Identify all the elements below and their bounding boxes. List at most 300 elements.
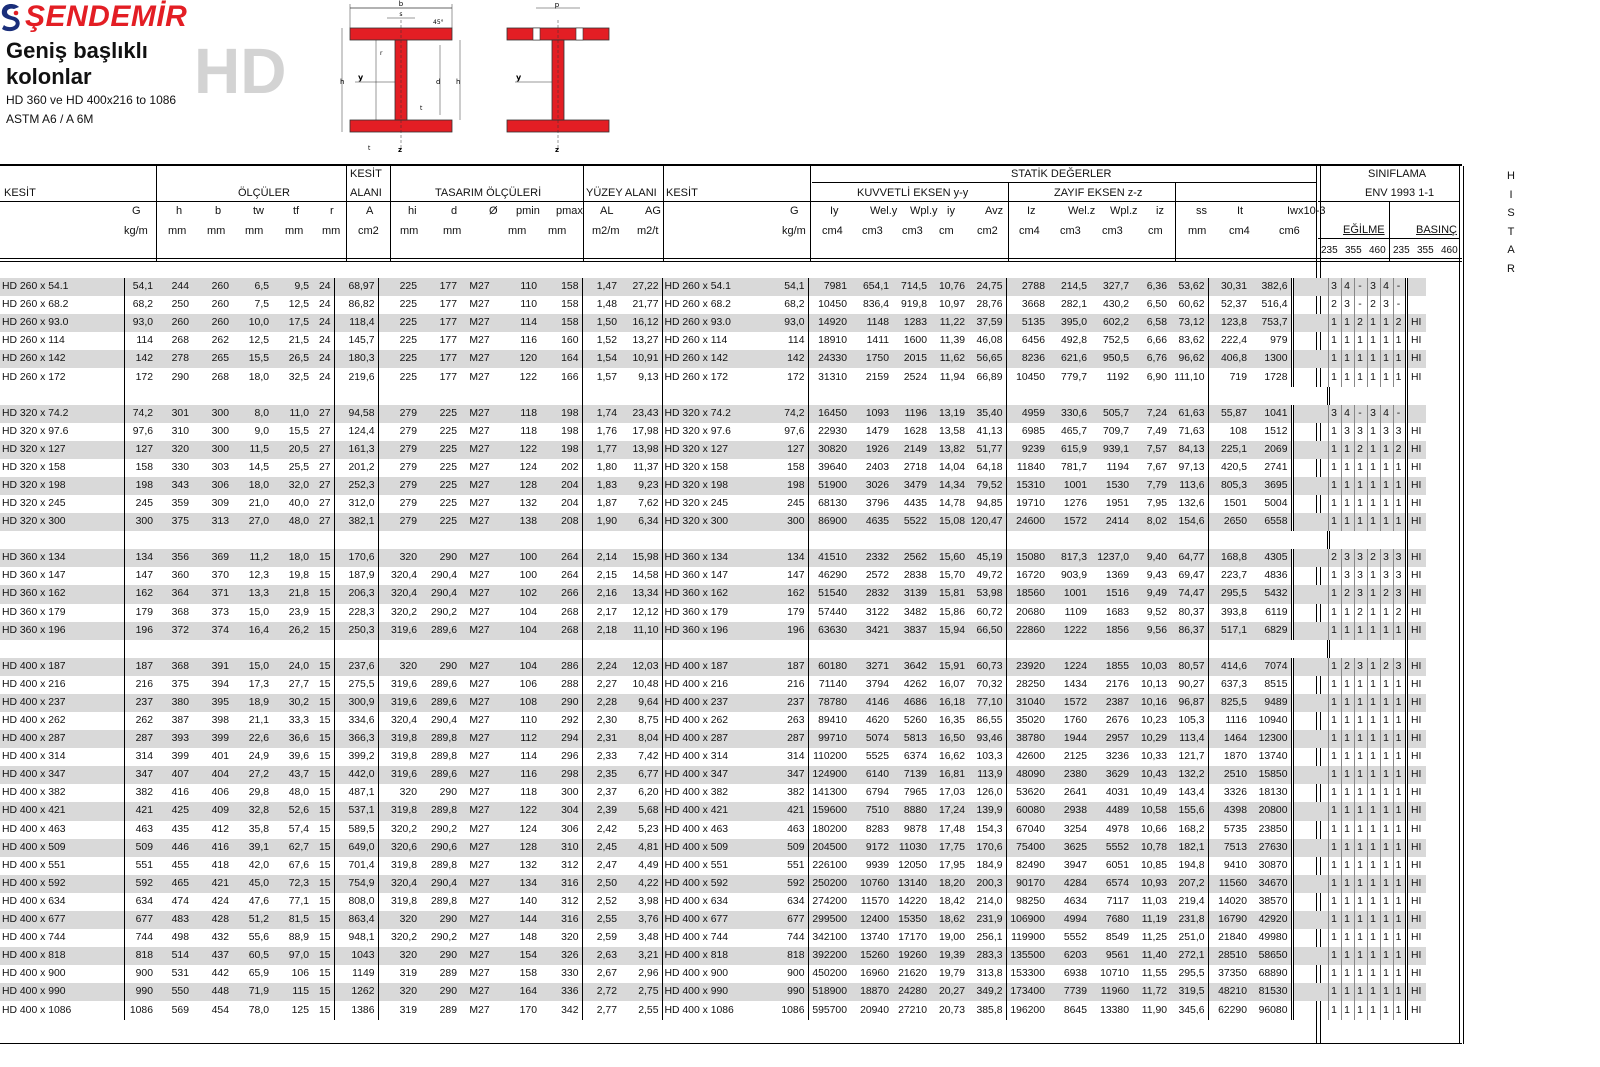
cell-pmin: 124	[519, 823, 537, 835]
cell-c235: 1	[1367, 423, 1380, 441]
cell-c235: 1	[1367, 748, 1380, 766]
cell-section2: HD 320 x 245	[662, 495, 768, 513]
cell-iy: 595700	[808, 1001, 850, 1019]
cell-tf: 32,0	[272, 477, 312, 495]
hdr-unit: cm	[939, 225, 954, 237]
cell-c235: 1	[1367, 839, 1380, 857]
cell-section: HD 400 x 592	[0, 875, 124, 893]
cell-wply: 21620	[898, 968, 927, 980]
cell-ss: 113,6	[1170, 477, 1208, 495]
cell-histar: HI	[1406, 441, 1426, 459]
cell-hi: 320,4	[378, 567, 420, 585]
cell-hi: 225	[378, 278, 420, 296]
cell-histar	[1406, 405, 1426, 423]
cell-dia: M27	[460, 947, 500, 965]
cell-tw: 21,0	[248, 498, 269, 510]
cell-b355: 1	[1341, 712, 1354, 730]
cell-pmin: 100	[500, 549, 540, 567]
cell-iz2: 6,66	[1146, 335, 1167, 347]
cell-section2: HD 400 x 347	[662, 766, 768, 784]
cell-wely: 4146	[850, 694, 892, 712]
cell-iy2: 15,60	[930, 549, 968, 567]
cell-al: 2,52	[582, 893, 620, 911]
cell-wplz: 7117	[1106, 895, 1129, 907]
cell-b235: 1	[1328, 332, 1341, 350]
cell-b460: 1	[1354, 983, 1367, 1001]
cell-pmax: 312	[561, 859, 579, 871]
cell-c355: 1	[1380, 676, 1393, 694]
table-row	[0, 784, 1426, 802]
cell-b: 432	[211, 932, 229, 944]
table-row	[0, 459, 1426, 477]
cell-it: 825,5	[1208, 694, 1250, 712]
cell-pmax: 290	[540, 694, 582, 712]
cell-b: 306	[192, 477, 232, 495]
cell-wely: 9172	[850, 839, 892, 857]
frame-gap	[1292, 676, 1328, 694]
cell-iz: 3668	[1006, 296, 1048, 314]
cell-histar: HI	[1406, 766, 1426, 784]
cell-b460: 1	[1354, 477, 1367, 495]
cell-iw: 42920	[1250, 911, 1292, 929]
svg-text:p: p	[554, 1, 560, 9]
cell-avz: 231,9	[968, 911, 1006, 929]
cell-hi: 319,8	[378, 857, 420, 875]
cell-b460: 1	[1354, 965, 1367, 983]
cell-section: HD 320 x 74.2	[0, 405, 124, 423]
cell-c355: 3	[1380, 296, 1393, 314]
cell-ss: 272,1	[1170, 947, 1208, 965]
cell-d: 225	[420, 441, 460, 459]
cell-c460: 1	[1393, 477, 1406, 495]
cell-iw: 753,7	[1250, 314, 1292, 332]
cell-histar: HI	[1406, 821, 1426, 839]
cell-g2: 114	[787, 335, 805, 347]
table-row	[0, 314, 1426, 332]
cell-hi: 319,8	[378, 802, 420, 820]
table-bottom-rule	[0, 1043, 1462, 1046]
cell-pmin: 132	[519, 859, 537, 871]
cell-c235: 1	[1367, 441, 1380, 459]
frame-gap	[1292, 875, 1328, 893]
cell-g2: 263	[787, 715, 805, 727]
cell-tw: 16,4	[232, 622, 272, 640]
cell-b: 424	[211, 895, 229, 907]
cell-dia: M27	[469, 335, 490, 347]
cell-g: 900	[124, 965, 156, 983]
cell-g2: 127	[768, 441, 808, 459]
cell-ag: 2,75	[620, 983, 662, 1001]
cell-iy: 180200	[808, 821, 850, 839]
cell-b235: 1	[1328, 585, 1341, 603]
cell-welz: 5552	[1063, 932, 1087, 944]
cell-c235: 1	[1367, 368, 1380, 386]
cell-pmin: 132	[519, 498, 537, 510]
cell-tw: 60,5	[232, 947, 272, 965]
cell-iz2: 9,49	[1132, 585, 1170, 603]
cell-c355: 1	[1380, 604, 1393, 622]
cell-pmax: 300	[561, 787, 579, 799]
cell-g2: 68,2	[784, 299, 805, 311]
cell-iw: 58650	[1250, 947, 1292, 965]
cell-ag: 23,43	[620, 405, 662, 423]
cell-c355: 1	[1380, 513, 1393, 531]
cell-r: 15	[318, 715, 331, 727]
cell-area: 382,1	[334, 513, 378, 531]
group-gap	[0, 640, 1426, 658]
cell-pmin: 110	[500, 278, 540, 296]
cell-pmin: 104	[500, 622, 540, 640]
cell-avz: 120,47	[968, 513, 1006, 531]
cell-ag: 9,23	[620, 477, 662, 495]
cell-iw: 15850	[1250, 766, 1292, 784]
cell-al: 2,55	[582, 911, 620, 929]
cell-hi: 320,2	[378, 929, 420, 947]
cell-wply: 1196	[892, 405, 930, 423]
cell-iy2: 18,42	[938, 895, 965, 907]
cell-section: HD 400 x 900	[2, 968, 66, 980]
cell-b355: 4	[1341, 405, 1354, 423]
cell-h: 569	[171, 1004, 189, 1016]
hdr-unit: cm4	[1019, 225, 1040, 237]
cell-welz: 3947	[1063, 859, 1087, 871]
cell-b235: 1	[1328, 983, 1341, 1001]
cell-dia: M27	[460, 658, 500, 676]
cell-it: 414,6	[1208, 658, 1250, 676]
cell-dia: M27	[469, 932, 490, 944]
cell-wplz: 602,2	[1090, 314, 1132, 332]
cell-avz: 313,8	[976, 968, 1003, 980]
cell-b460: 1	[1354, 839, 1367, 857]
cell-area: 1262	[334, 983, 378, 1001]
cell-wely: 16960	[860, 968, 889, 980]
hdr-statik: STATİK DEĞERLER	[1011, 168, 1112, 180]
cell-iy: 518900	[808, 983, 850, 1001]
cell-section: HD 400 x 463	[2, 823, 66, 835]
cell-r: 27	[312, 477, 334, 495]
cell-b460: 1	[1354, 513, 1367, 531]
hdr-symbol: tf	[293, 205, 300, 217]
cell-r: 15	[312, 911, 334, 929]
cell-section2: HD 400 x 592	[662, 875, 768, 893]
cell-g: 382	[124, 784, 156, 802]
cell-b355: 1	[1341, 893, 1354, 911]
cell-iy2: 15,08	[930, 513, 968, 531]
cell-histar: HI	[1406, 784, 1426, 802]
hdr-unit: cm4	[1229, 225, 1250, 237]
cell-b: 260	[192, 278, 232, 296]
cell-h: 364	[156, 585, 192, 603]
cell-d: 177	[420, 350, 460, 368]
cell-avz: 126,0	[976, 787, 1003, 799]
histar-letter: T	[1507, 225, 1515, 238]
cell-b355: 1	[1341, 839, 1354, 857]
cell-dia: M27	[469, 1004, 490, 1016]
cell-c235: 1	[1367, 766, 1380, 784]
table-row	[0, 947, 1426, 965]
cell-section2: HD 400 x 262	[662, 712, 768, 730]
cell-al: 1,76	[582, 423, 620, 441]
cell-c460: 1	[1393, 459, 1406, 477]
cell-c460: 1	[1393, 694, 1406, 712]
cell-iy: 89410	[808, 712, 850, 730]
cell-r: 15	[318, 823, 331, 835]
cell-wply: 2838	[903, 570, 927, 582]
cell-d: 225	[439, 498, 457, 510]
cell-b: 416	[192, 839, 232, 857]
cell-b355: 1	[1341, 965, 1354, 983]
cell-c355: 1	[1380, 983, 1393, 1001]
cell-wply: 2149	[892, 441, 930, 459]
cell-section2: HD 360 x 162	[662, 585, 768, 603]
cell-al: 2,77	[582, 1001, 620, 1019]
cell-r: 27	[318, 461, 331, 473]
cell-iz: 98250	[1006, 893, 1048, 911]
cell-g: 421	[124, 802, 156, 820]
cell-g2: 196	[768, 622, 808, 640]
cell-ss: 154,6	[1170, 513, 1208, 531]
hdr-grade: 355	[1417, 245, 1434, 256]
cell-iz2: 6,76	[1132, 350, 1170, 368]
cell-h: 375	[156, 513, 192, 531]
cell-section: HD 400 x 509	[0, 839, 124, 857]
cell-pmin: 148	[519, 932, 537, 944]
cell-it: 393,8	[1208, 604, 1250, 622]
cell-tf: 52,6	[272, 802, 312, 820]
cell-c460: 1	[1393, 748, 1406, 766]
frame-gap	[1292, 549, 1328, 567]
frame-gap	[1292, 1001, 1328, 1019]
cell-pmin: 114	[520, 751, 537, 763]
cell-dia: M27	[460, 694, 500, 712]
cell-tf: 57,4	[288, 823, 309, 835]
cell-dia: M27	[469, 498, 490, 510]
cell-avz: 53,98	[968, 585, 1006, 603]
cell-area: 180,3	[334, 350, 378, 368]
cell-it: 406,8	[1208, 350, 1250, 368]
cell-iz: 153300	[1006, 965, 1048, 983]
cell-c235: 1	[1367, 676, 1380, 694]
cell-al: 1,50	[582, 314, 620, 332]
cell-wplz: 752,5	[1102, 335, 1129, 347]
hdr-unit: cm	[1148, 225, 1163, 237]
cell-iw: 96080	[1258, 1004, 1288, 1016]
cell-b355: 1	[1341, 368, 1354, 386]
cell-g2: 677	[768, 911, 808, 929]
cell-histar: HI	[1406, 495, 1426, 513]
cell-avz: 46,08	[976, 335, 1003, 347]
cell-al: 1,77	[582, 441, 620, 459]
cell-tw: 18,9	[232, 694, 272, 712]
cell-section: HD 400 x 990	[0, 983, 124, 1001]
hdr-env: ENV 1993 1-1	[1365, 187, 1435, 199]
brand-logo	[0, 0, 187, 34]
hdr-symbol: AL	[600, 205, 614, 217]
cell-tf: 11,0	[272, 405, 312, 423]
cell-h: 375	[171, 678, 189, 690]
cell-c355: 1	[1380, 893, 1393, 911]
cell-ag: 5,68	[620, 802, 662, 820]
cell-pmax: 160	[561, 335, 579, 347]
cell-it: 1116	[1208, 712, 1250, 730]
cell-h: 435	[171, 823, 189, 835]
cell-avz: 200,3	[968, 875, 1006, 893]
cell-iy: 7981	[808, 278, 850, 296]
cell-al: 2,30	[582, 712, 620, 730]
cell-ag: 4,81	[620, 839, 662, 857]
cell-iz: 15310	[1006, 477, 1048, 495]
cell-section2: HD 400 x 216	[662, 676, 768, 694]
cell-area: 754,9	[334, 875, 378, 893]
cell-r: 15	[312, 549, 334, 567]
cell-b: 373	[211, 606, 229, 618]
cell-iz: 15080	[1006, 549, 1048, 567]
table-row	[0, 676, 1426, 694]
cell-g: 142	[124, 350, 156, 368]
cell-iz2: 7,49	[1146, 425, 1167, 437]
cell-c235: 1	[1367, 694, 1380, 712]
cell-wplz: 7680	[1090, 911, 1132, 929]
cell-avz: 113,9	[968, 766, 1006, 784]
cell-iy2: 15,91	[930, 658, 968, 676]
cell-ss: 71,63	[1178, 425, 1205, 437]
table-row	[0, 278, 1426, 296]
cell-pmax: 320	[561, 932, 579, 944]
cell-section2: HD 400 x 990	[662, 983, 768, 1001]
cell-b355: 1	[1341, 694, 1354, 712]
cell-histar: HI	[1406, 802, 1426, 820]
cell-tf: 25,5	[288, 461, 309, 473]
cell-c460: 1	[1393, 784, 1406, 802]
cell-wply: 9878	[903, 823, 927, 835]
cell-area: 808,0	[334, 893, 378, 911]
cell-tf: 88,9	[288, 932, 309, 944]
cell-b235: 1	[1328, 875, 1341, 893]
cell-tw: 7,5	[254, 299, 269, 311]
cell-g: 196	[124, 622, 156, 640]
cell-ss: 168,2	[1178, 823, 1205, 835]
cell-c460: 1	[1393, 875, 1406, 893]
cell-r: 24	[312, 314, 334, 332]
cell-pmin: 134	[500, 875, 540, 893]
cell-avz: 66,89	[976, 371, 1003, 383]
cell-welz: 6203	[1048, 947, 1090, 965]
cell-dia: M27	[469, 606, 490, 618]
cell-area: 701,4	[334, 857, 378, 875]
cell-avz: 66,50	[968, 622, 1006, 640]
cell-hi: 319	[378, 1001, 420, 1019]
cell-iw: 4305	[1250, 549, 1292, 567]
cell-wply: 2015	[892, 350, 930, 368]
cell-wplz: 1683	[1105, 606, 1129, 618]
cell-dia: M27	[469, 823, 490, 835]
cell-r: 15	[312, 694, 334, 712]
cell-area: 399,2	[334, 748, 378, 766]
cell-wply: 919,8	[900, 299, 927, 311]
cell-c460: -	[1393, 405, 1406, 423]
cell-it: 55,87	[1208, 405, 1250, 423]
cell-g2: 172	[787, 371, 805, 383]
cell-wply: 3479	[892, 477, 930, 495]
cell-iy: 71140	[808, 676, 850, 694]
cell-ag: 6,77	[620, 766, 662, 784]
cell-tw: 65,9	[248, 968, 269, 980]
cell-section: HD 320 x 127	[0, 441, 124, 459]
cell-ss: 132,2	[1170, 766, 1208, 784]
cell-iy2: 14,04	[938, 461, 965, 473]
hdr-symbol: Avz	[985, 205, 1004, 217]
cell-iw: 6829	[1250, 622, 1292, 640]
cell-b355: 1	[1341, 947, 1354, 965]
hdr-zayif: ZAYIF EKSEN z-z	[1054, 187, 1143, 199]
cell-iw: 20800	[1250, 802, 1292, 820]
cell-iw: 34670	[1250, 875, 1292, 893]
table-row	[0, 296, 1426, 314]
cell-section: HD 260 x 172	[2, 371, 66, 383]
cell-tw: 21,1	[248, 715, 269, 727]
hdr-symbol: G	[132, 205, 141, 217]
cell-pmin: 164	[500, 983, 540, 1001]
cell-al: 1,80	[582, 459, 620, 477]
cell-b235: 1	[1328, 441, 1341, 459]
cell-wplz: 1369	[1105, 570, 1129, 582]
cell-section2: HD 320 x 97.6	[662, 423, 768, 441]
cell-b355: 3	[1341, 549, 1354, 567]
cell-iy2: 18,20	[930, 875, 968, 893]
cell-h: 360	[171, 570, 189, 582]
cell-iy2: 10,97	[938, 299, 965, 311]
cell-wplz: 2387	[1090, 694, 1132, 712]
cell-pmax: 336	[540, 983, 582, 1001]
cell-hi: 320,2	[378, 604, 420, 622]
cell-tf: 125	[291, 1004, 309, 1016]
cell-section: HD 400 x 314	[2, 751, 66, 763]
cell-dia: M27	[469, 895, 490, 907]
cell-b: 369	[192, 549, 232, 567]
cell-iw: 2069	[1250, 441, 1292, 459]
cell-r: 15	[312, 947, 334, 965]
cell-wely: 1750	[850, 350, 892, 368]
cell-d: 177	[420, 314, 460, 332]
cell-area: 170,6	[334, 549, 378, 567]
cell-wply: 24280	[892, 983, 930, 1001]
cell-b460: 1	[1354, 802, 1367, 820]
cell-tf: 43,7	[272, 766, 312, 784]
cell-iz: 6456	[1006, 332, 1048, 350]
table-row	[0, 857, 1426, 875]
cell-wely: 2403	[865, 461, 889, 473]
cell-r: 15	[312, 658, 334, 676]
cell-b460: 1	[1354, 350, 1367, 368]
svg-text:b: b	[398, 0, 404, 8]
cell-iz2: 11,55	[1141, 968, 1167, 980]
cell-iz2: 11,03	[1141, 895, 1167, 907]
cell-area: 1386	[334, 1001, 378, 1019]
svg-text:y: y	[516, 73, 522, 82]
cell-b235: 1	[1328, 368, 1341, 386]
cell-tw: 32,8	[232, 802, 272, 820]
cell-iy: 10450	[808, 296, 850, 314]
cell-wplz: 4031	[1105, 787, 1129, 799]
table-row	[0, 423, 1426, 441]
cell-iy: 299500	[808, 911, 850, 929]
cell-r: 15	[312, 730, 334, 748]
cell-histar: HI	[1406, 694, 1426, 712]
cell-histar: HI	[1406, 676, 1426, 694]
cell-wely: 9939	[865, 859, 889, 871]
frame-gap	[1292, 278, 1328, 296]
cell-ag: 13,98	[620, 441, 662, 459]
